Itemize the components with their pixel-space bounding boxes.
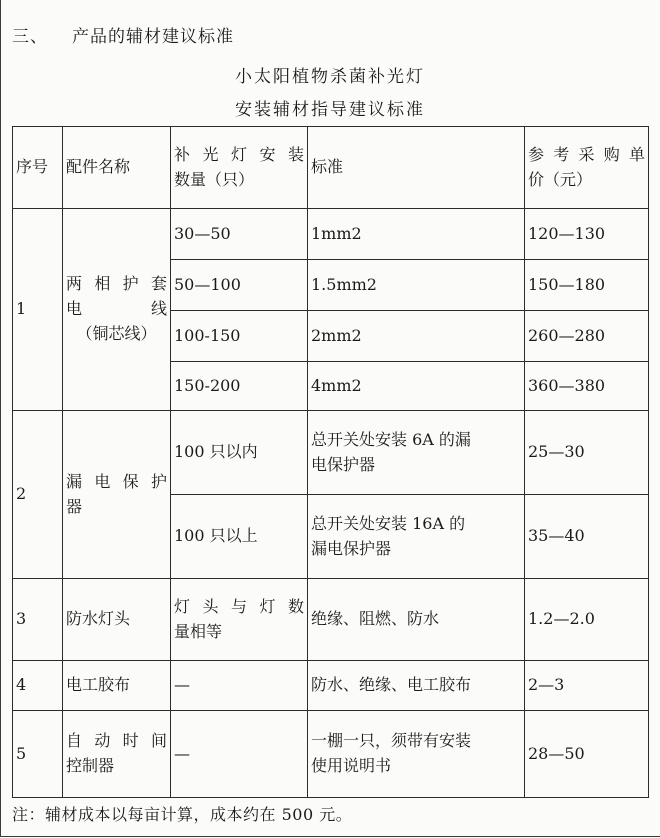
header-price xyxy=(525,127,649,209)
item5-price: 28—50 xyxy=(525,711,649,798)
item5-standard: 一棚一只，须带有安装 使用说明书 xyxy=(308,711,525,798)
header-price-line2: 价（元） xyxy=(528,169,593,189)
item3-name: 防水灯头 xyxy=(63,579,171,661)
header-quantity-line1: 补光灯安装 xyxy=(174,144,304,164)
item1-qty: 100-150 xyxy=(171,311,308,362)
item1-seq: 1 xyxy=(13,209,63,411)
header-standard: 标准 xyxy=(308,127,525,209)
header-quantity-line2: 数量（只） xyxy=(174,169,255,189)
item2-standard: 总开关处安装 6A 的漏 电保护器 xyxy=(308,411,525,495)
table-row xyxy=(13,711,649,798)
item2-qty: 100 只以内 xyxy=(171,411,308,495)
item3-seq: 3 xyxy=(13,579,63,661)
item4-qty: — xyxy=(171,661,308,711)
item1-qty: 30—50 xyxy=(171,209,308,260)
header-seq: 序号 xyxy=(13,127,63,209)
table-row xyxy=(13,579,649,661)
item1-price: 360—380 xyxy=(525,362,649,411)
item2-name: 漏电保护 器 xyxy=(63,411,171,579)
item5-seq: 5 xyxy=(13,711,63,798)
table-header-row xyxy=(13,127,649,209)
item2-price: 25—30 xyxy=(525,411,649,495)
document-title: 小太阳植物杀菌补光灯 xyxy=(235,67,425,87)
item1-qty: 150-200 xyxy=(171,362,308,411)
item1-standard: 4mm2 xyxy=(308,362,525,411)
item4-standard: 防水、绝缘、电工胶布 xyxy=(308,661,525,711)
item1-price: 120—130 xyxy=(525,209,649,260)
table-row xyxy=(13,209,649,260)
item5-name: 自动时间 控制器 xyxy=(63,711,171,798)
item1-price: 150—180 xyxy=(525,260,649,311)
item4-name: 电工胶布 xyxy=(63,661,171,711)
item3-standard: 绝缘、阻燃、防水 xyxy=(308,579,525,661)
item5-qty: — xyxy=(171,711,308,798)
item1-standard: 1.5mm2 xyxy=(308,260,525,311)
item1-standard: 2mm2 xyxy=(308,311,525,362)
item2-price: 35—40 xyxy=(525,495,649,579)
header-price-line1: 参考采购单 xyxy=(528,144,645,164)
item3-qty: 灯头与灯数 量相等 xyxy=(171,579,308,661)
section-title: 产品的辅材建议标准 xyxy=(72,27,234,47)
item4-seq: 4 xyxy=(13,661,63,711)
item1-name: 两相护套 电 线 （铜芯线） xyxy=(63,209,171,411)
section-heading xyxy=(12,22,234,47)
section-number: 三、 xyxy=(12,27,48,47)
materials-table xyxy=(12,126,649,798)
item2-standard: 总开关处安装 16A 的 漏电保护器 xyxy=(308,495,525,579)
item1-qty: 50—100 xyxy=(171,260,308,311)
footnote: 注：辅材成本以每亩计算，成本约在 500 元。 xyxy=(12,805,353,824)
item2-seq: 2 xyxy=(13,411,63,579)
document-subtitle: 安装辅材指导建议标准 xyxy=(235,100,425,120)
item1-price: 260—280 xyxy=(525,311,649,362)
bottom-divider xyxy=(0,836,660,837)
item2-qty: 100 只以上 xyxy=(171,495,308,579)
table-row xyxy=(13,661,649,711)
item4-price: 2—3 xyxy=(525,661,649,711)
item1-standard: 1mm2 xyxy=(308,209,525,260)
header-quantity xyxy=(171,127,308,209)
header-part-name: 配件名称 xyxy=(63,127,171,209)
table-row xyxy=(13,411,649,495)
item3-price: 1.2—2.0 xyxy=(525,579,649,661)
